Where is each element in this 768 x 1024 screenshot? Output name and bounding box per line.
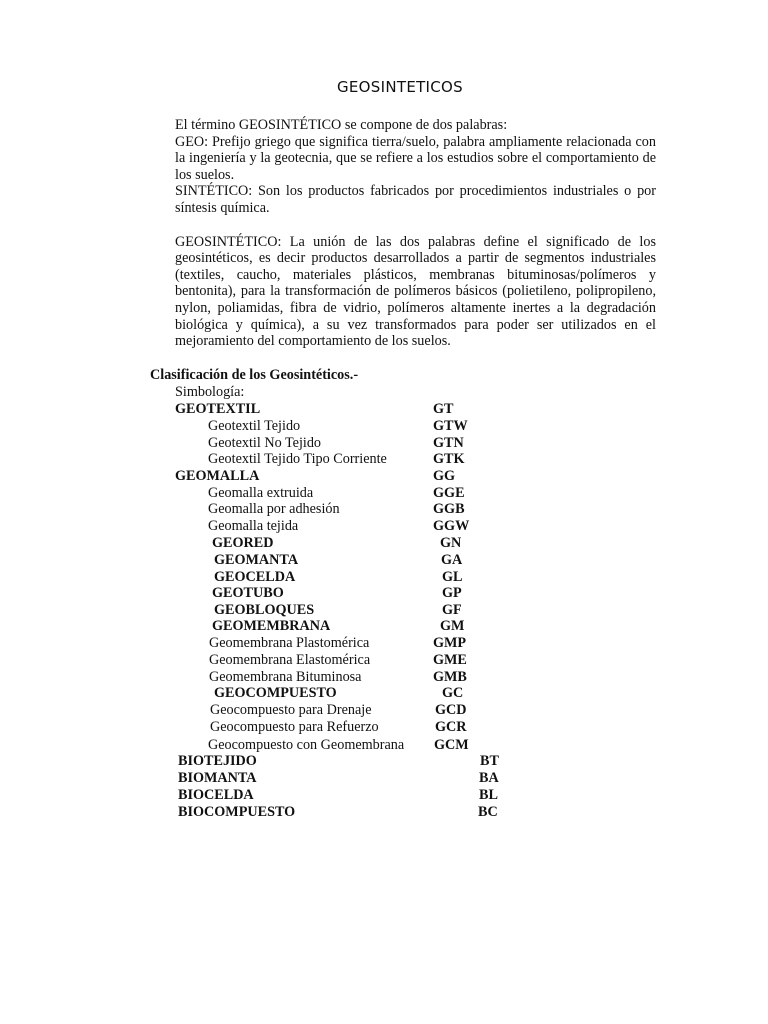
classification-heading: Clasificación de los Geosintéticos.- bbox=[150, 367, 359, 383]
page-title: GEOSINTETICOS bbox=[336, 78, 463, 96]
symbol-label: Geocompuesto para Refuerzo bbox=[210, 719, 379, 735]
symbol-label: Geocompuesto con Geomembrana bbox=[208, 737, 405, 753]
symbol-code: GN bbox=[440, 535, 462, 551]
symbol-code: GTW bbox=[433, 418, 468, 434]
symbol-code: GL bbox=[442, 569, 463, 585]
symbol-label: GEOMALLA bbox=[175, 468, 260, 484]
symbol-code: GCM bbox=[434, 737, 469, 753]
symbol-label: Geomembrana Bituminosa bbox=[209, 669, 362, 685]
symbol-label: Geotextil No Tejido bbox=[208, 435, 322, 451]
symbol-code: BL bbox=[479, 787, 498, 803]
symbol-code: GME bbox=[433, 652, 467, 668]
symbol-code: GTN bbox=[433, 435, 464, 451]
symbol-code: BT bbox=[480, 753, 499, 769]
symbol-code: BA bbox=[479, 770, 499, 786]
symbol-code: GC bbox=[442, 685, 464, 701]
symbol-code: GMP bbox=[433, 635, 467, 651]
symbol-code: GCD bbox=[435, 702, 467, 718]
symbol-code: GGE bbox=[433, 485, 465, 501]
symbol-code: GA bbox=[441, 552, 463, 568]
symbol-code: GP bbox=[442, 585, 462, 601]
symbol-label: GEOTEXTIL bbox=[175, 401, 261, 417]
intro-paragraph-geo: GEO: Prefijo griego que significa tierra/suelo, palabra ampliamente relacionada con la ingeniería y la geotecnia, que se refiere a los estudios sobre el comportamiento de los suelos. bbox=[175, 133, 656, 183]
symbol-label: GEOMANTA bbox=[214, 552, 299, 568]
symbol-label: Geomalla por adhesión bbox=[208, 501, 340, 517]
symbol-label: GEOBLOQUES bbox=[214, 602, 315, 618]
intro-section bbox=[175, 117, 656, 350]
symbol-label: Geomembrana Elastomérica bbox=[209, 652, 371, 668]
symbol-label: Geomalla extruida bbox=[208, 485, 314, 501]
symbol-label: BIOCOMPUESTO bbox=[178, 804, 296, 820]
symbol-code: GMB bbox=[433, 669, 467, 685]
symbol-label: GEOTUBO bbox=[212, 585, 284, 601]
symbol-label: BIOTEJIDO bbox=[178, 753, 257, 769]
intro-paragraph-sintetico: SINTÉTICO: Son los productos fabricados por procedimientos industriales o por síntesis química. bbox=[175, 183, 656, 216]
symbol-label: BIOMANTA bbox=[178, 770, 257, 786]
symbol-code: GM bbox=[440, 618, 465, 634]
symbol-code: GG bbox=[433, 468, 456, 484]
symbol-label: Geocompuesto para Drenaje bbox=[210, 702, 372, 718]
symbol-label: GEOMEMBRANA bbox=[212, 618, 331, 634]
symbol-label: Geotextil Tejido Tipo Corriente bbox=[208, 451, 387, 467]
symbol-label: GEOCOMPUESTO bbox=[214, 685, 337, 701]
simbologia-label: Simbología: bbox=[175, 384, 245, 400]
symbol-code: GGB bbox=[433, 501, 465, 517]
symbol-label: Geomalla tejida bbox=[208, 518, 299, 534]
symbol-label: Geotextil Tejido bbox=[208, 418, 301, 434]
symbol-label: BIOCELDA bbox=[178, 787, 254, 803]
symbol-label: Geomembrana Plastomérica bbox=[209, 635, 370, 651]
symbol-code: GTK bbox=[433, 451, 465, 467]
symbol-code: GF bbox=[442, 602, 462, 618]
symbol-code: GT bbox=[433, 401, 454, 417]
intro-paragraph-term: El término GEOSINTÉTICO se compone de dos palabras: bbox=[175, 117, 508, 133]
symbol-label: GEORED bbox=[212, 535, 274, 551]
symbol-code: GGW bbox=[433, 518, 470, 534]
symbol-label: GEOCELDA bbox=[214, 569, 296, 585]
symbol-code: BC bbox=[478, 804, 498, 820]
intro-paragraph-geosintetico: GEOSINTÉTICO: La unión de las dos palabras define el significado de los geosintéticos, es decir productos desarrollados a partir de segmentos industriales (textiles, caucho, materiales plásticos, membranas bituminosas/polímeros y bentonita), para la transformación de polímeros básicos (polietileno, polipropileno, nylon, poliamidas, fibra de vidrio, polímeros altamente inertes a la degradación biológica y química), a su vez transformados para poder ser utilizados en el mejoramiento del comportamiento de los suelos. bbox=[175, 233, 656, 350]
symbol-code: GCR bbox=[435, 719, 467, 735]
